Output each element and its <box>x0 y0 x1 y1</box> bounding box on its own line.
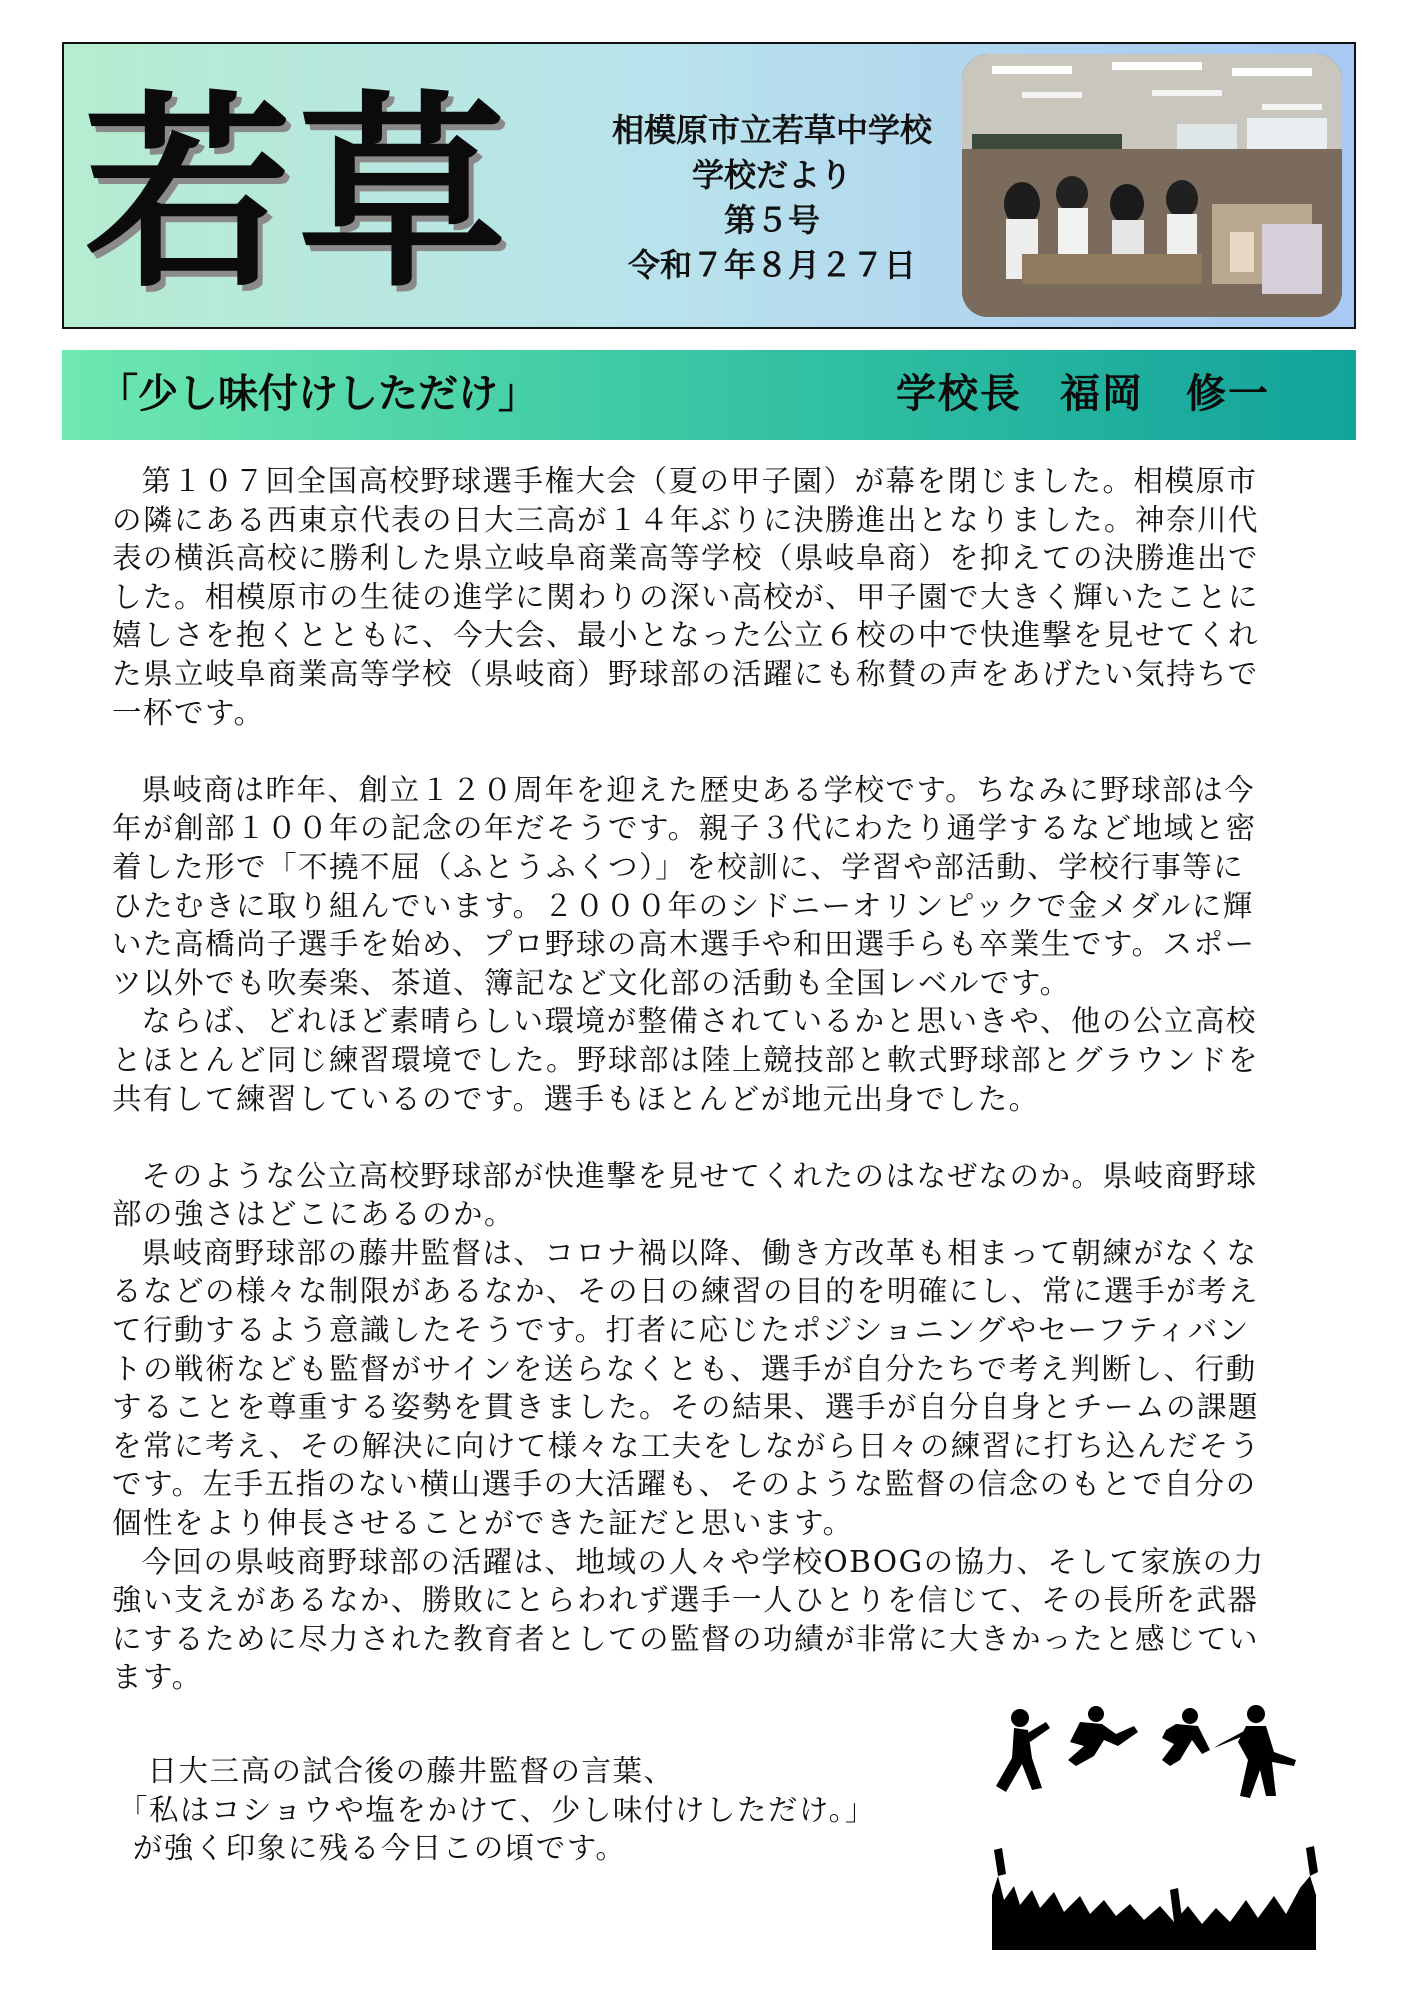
paragraph: ならば、どれほど素晴らしい環境が整備されているかと思いきや、他の公立高校とほとんど同じ練習環境でした。野球部は陸上競技部と軟式野球部とグラウンドを共有して練習しているのです。選手もほとんどが地元出身でした。 <box>112 1004 1260 1116</box>
paragraph: 県岐商は昨年、創立１２０周年を迎えた歴史ある学校です。ちなみに野球部は今年が創部１００年の記念の年だそうです。親子３代にわたり通学するなど地域と密着した形で「不撓不屈（ふとうふくつ）」を校訓に、学習や部活動、学校行事等にひたむきに取り組んでいます。２０００年のシドニーオリンピックで金メダルに輝いた高橋尚子選手を始め、プロ野球の高木選手や和田選手らも卒業生です。スポーツ以外でも吹奏楽、茶道、簿記など文化部の活動も全国レベルです。 <box>112 772 1257 1000</box>
classroom-photo <box>962 54 1342 317</box>
school-info <box>542 108 1002 288</box>
author-line <box>896 368 1270 420</box>
closing-line: が強く印象に残る今日この頃です。 <box>132 1831 627 1866</box>
article-title: 「少し味付けしただけ」 <box>98 370 538 417</box>
closing-remark <box>118 1752 918 1868</box>
paragraph-gap <box>112 1118 1272 1157</box>
issue-date: 令和７年８月２７日 <box>627 246 916 284</box>
article-title-bar <box>62 350 1356 440</box>
paragraph: 今回の県岐商野球部の活躍は、地域の人々や学校OBOGの協力、そして家族の力強い支えがあるなか、勝敗にとらわれず選手一人ひとりを信じて、その長所を武器にするために尽力された教育者としての監督の功績が非常に大きかったと感じています。 <box>112 1544 1265 1695</box>
issue-number: 第５号 <box>723 201 820 239</box>
article-body <box>112 462 1272 1697</box>
newsletter-name: 学校だより <box>691 156 852 194</box>
school-name: 相模原市立若草中学校 <box>611 111 932 149</box>
masthead-title: 若草 <box>84 72 512 316</box>
closing-line: 日大三高の試合後の藤井監督の言葉、 <box>147 1754 675 1788</box>
newsletter-header <box>62 42 1356 329</box>
baseball-players-illustration <box>984 1700 1324 1950</box>
paragraph: そのような公立高校野球部が快進撃を見せてくれたのはなぜなのか。県岐商野球部の強さはどこにあるのか。 <box>112 1158 1258 1232</box>
paragraph: 第１０７回全国高校野球選手権大会（夏の甲子園）が幕を閉じました。相模原市の隣にある西東京代表の日大三高が１４年ぶりに決勝進出となりました。神奈川代表の横浜高校に勝利した県立岐阜商業高等学校（県岐阜商）を抑えての決勝進出でした。相模原市の生徒の進学に関わりの深い高校が、甲子園で大きく輝いたことに嬉しさを抱くとともに、今大会、最小となった公立６校の中で快進撃を見せてくれた県立岐阜商業高等学校（県岐商）野球部の活躍にも称賛の声をあげたい気持ちで一杯です。 <box>112 464 1260 730</box>
author-role: 学校長 <box>896 370 1022 417</box>
author-name: 福岡 修一 <box>1060 370 1270 417</box>
closing-quote: 「私はコショウや塩をかけて、少し味付けしただけ。」 <box>118 1792 876 1827</box>
paragraph-gap <box>112 732 1272 771</box>
paragraph: 県岐商野球部の藤井監督は、コロナ禍以降、働き方改革も相まって朝練がなくなるなどの様々な制限があるなか、その日の練習の目的を明確にし、常に選手が考えて行動するよう意識したそうです。打者に応じたポジショニングやセーフティバントの戦術なども監督がサインを送らなくとも、選手が自分たちで考え判断し、行動することを尊重する姿勢を貫きました。その結果、選手が自分自身とチームの課題を常に考え、その解決に向けて様々な工夫をしながら日々の練習に打ち込んだそうです。左手五指のない横山選手の大活躍も、そのような監督の信念のもとで自分の個性をより伸長させることができた証だと思います。 <box>112 1235 1261 1541</box>
